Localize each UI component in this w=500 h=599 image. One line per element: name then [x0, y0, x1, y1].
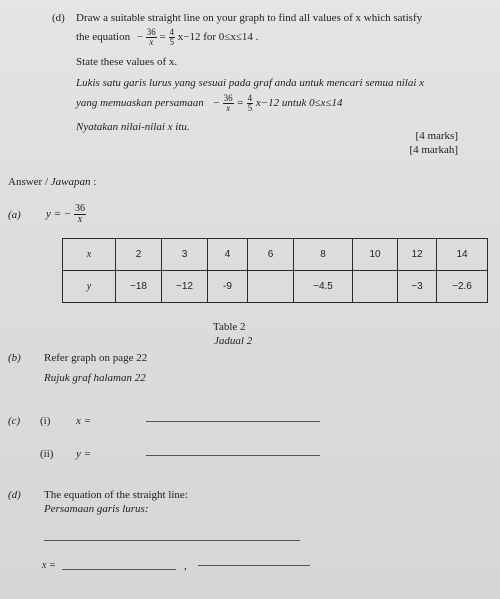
table-cell: 8: [294, 239, 353, 271]
question-equation: [76, 28, 258, 47]
answer-line-c-ii[interactable]: [146, 455, 320, 456]
table-cell: 10: [353, 239, 398, 271]
table-cell: −12: [162, 271, 208, 303]
part-d-text: The equation of the straight line:: [44, 489, 188, 501]
table-cell: 14: [437, 239, 488, 271]
question-malay-equation: [76, 94, 343, 113]
part-c-label: (c): [8, 415, 21, 427]
equation-equals: =: [236, 97, 244, 110]
table-cell: 6: [248, 239, 294, 271]
part-b-label: (b): [8, 352, 21, 364]
fraction-denominator: x: [77, 214, 83, 225]
markah-label: [4 markah]: [409, 144, 458, 156]
table-header-y: y: [63, 271, 116, 303]
part-c-i-text: x =: [76, 415, 92, 427]
part-a-fraction: [74, 204, 86, 225]
answer-heading-colon: :: [90, 176, 97, 188]
table-cell: −18: [116, 271, 162, 303]
fraction-numerator: 4: [247, 93, 253, 103]
equation-equals: =: [159, 31, 166, 44]
equation-minus: −: [136, 31, 144, 44]
malay-equation-lead: yang memuaskan persamaan: [76, 97, 204, 110]
part-c-ii-text: y =: [76, 448, 92, 460]
equation-fraction-36-over-x: [223, 94, 234, 113]
question-line-3: State these values of x.: [76, 56, 178, 68]
answer-line-d-x1[interactable]: [62, 569, 176, 570]
answer-line-c-i[interactable]: [146, 421, 320, 422]
equation-fraction-4-over-5: [247, 94, 254, 113]
part-b-text: Refer graph on page 22: [44, 352, 148, 364]
part-c-ii-label: (ii): [40, 448, 54, 460]
fraction-denominator: x: [226, 103, 231, 113]
question-line-1: Draw a suitable straight line on your graph to find all values of x which satisfy: [76, 12, 423, 24]
answer-heading: [8, 176, 96, 188]
equation-fraction-4-over-5: [169, 28, 176, 47]
question-malay-1: Lukis satu garis lurus yang sesuai pada graf anda untuk mencari semua nilai x: [76, 77, 425, 89]
table-cell: −3: [398, 271, 437, 303]
table-cell: 12: [398, 239, 437, 271]
table-cell: 2: [116, 239, 162, 271]
table-cell: −4.5: [294, 271, 353, 303]
table-header-x: x: [63, 239, 116, 271]
answer-line-d-x2[interactable]: [198, 565, 310, 566]
table-cell-empty: [353, 271, 398, 303]
table-cell: 4: [208, 239, 248, 271]
fraction-numerator: 36: [146, 27, 156, 37]
question-malay-3: Nyatakan nilai-nilai x itu.: [76, 121, 190, 133]
part-d-comma: ,: [184, 560, 187, 572]
equation-fraction-36-over-x: [146, 28, 157, 47]
part-b-malay: Rujuk graf halaman 22: [44, 372, 146, 384]
answer-heading-malay: Jawapan: [50, 176, 91, 188]
fraction-numerator: 36: [223, 93, 233, 103]
answer-heading-text: Answer /: [8, 176, 51, 188]
table-cell-empty: [248, 271, 294, 303]
part-c-i-label: (i): [40, 415, 51, 427]
part-a-label: (a): [8, 209, 21, 221]
table-cell: −2.6: [437, 271, 488, 303]
part-d-label: (d): [8, 489, 21, 501]
table-row-y: [63, 271, 488, 303]
table-cell: -9: [208, 271, 248, 303]
equation-tail: x−12 for 0≤x≤14 .: [177, 31, 259, 44]
part-d-x-text: x =: [42, 560, 56, 571]
part-a-equation: [46, 204, 86, 225]
equation-lead: the equation: [76, 31, 131, 44]
table-row-x: [63, 239, 488, 271]
equation-minus: −: [212, 97, 220, 110]
fraction-numerator: 4: [169, 27, 175, 37]
question-label: (d): [52, 12, 65, 24]
part-d-malay: Persamaan garis lurus:: [44, 503, 149, 515]
table-cell: 3: [162, 239, 208, 271]
answer-line-d-equation[interactable]: [44, 540, 300, 541]
fraction-denominator: x: [149, 37, 154, 47]
malay-equation-tail: x−12 untuk 0≤x≤14: [255, 97, 343, 110]
fraction-denominator: 5: [169, 37, 175, 47]
fraction-numerator: 36: [74, 203, 85, 214]
part-a-lhs: y = −: [46, 208, 72, 221]
table-caption: Table 2: [213, 321, 246, 333]
values-table: [62, 238, 488, 303]
table-caption-malay: Jadual 2: [214, 335, 253, 347]
marks-label: [4 marks]: [415, 130, 458, 142]
fraction-denominator: 5: [247, 103, 253, 113]
